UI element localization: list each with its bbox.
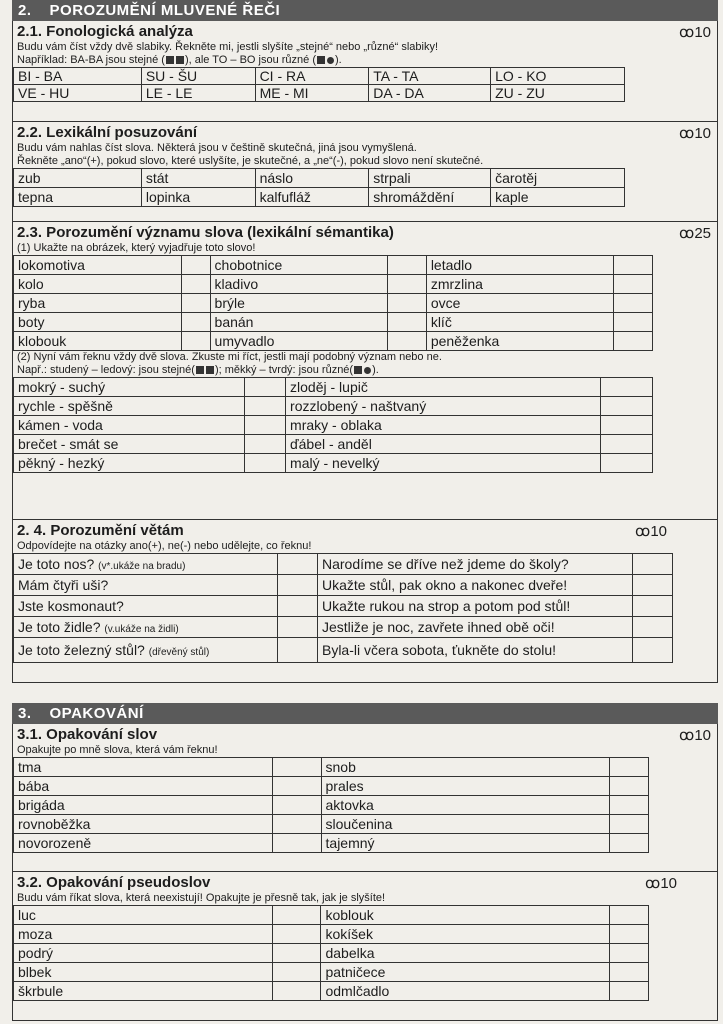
table-row (14, 416, 653, 435)
table-cell: kalfufláž (255, 188, 369, 207)
instruction-example: Např.: studený – ledový: jsou stejné( ); měkký – tvrdý: jsou různé( ). (17, 364, 379, 376)
command: Jestliže je noc, zavřete ihned obě oči! (317, 617, 632, 638)
pseudoword-table (13, 905, 649, 1001)
table-cell: náslo (255, 169, 369, 188)
subsection-2-3 (12, 222, 718, 520)
table-row (14, 169, 625, 188)
table-row (14, 275, 653, 294)
question: Mám čtyři uši? (18, 577, 109, 593)
table-cell: snob (321, 758, 610, 777)
instruction: Odpovídejte na otázky ano(+), ne(-) nebo udělejte, co řeknu! (17, 540, 312, 552)
table-cell: tepna (14, 188, 142, 207)
picture-word-table (13, 255, 653, 351)
table-cell: chobotnice (210, 256, 388, 275)
table-cell: strpali (369, 169, 491, 188)
subsection-title: 3.2. Opakování pseudoslov (17, 874, 211, 891)
sentence-table (13, 553, 673, 663)
section-2-header (12, 0, 718, 21)
table-cell: rozzlobený - naštvaný (286, 397, 601, 416)
instruction: (2) Nyní vám řeknu vždy dvě slova. Zkuste mi říct, jestli mají podobný význam nebo ne. (17, 351, 442, 363)
score-icon: ꝏ (645, 875, 661, 892)
table-cell: SU - ŠU (141, 68, 255, 85)
note: (dřevěný stůl) (148, 647, 210, 658)
table-cell: zmrzlina (426, 275, 614, 294)
square-icon (206, 366, 214, 374)
subsection-title: 2.2. Lexikální posuzování (17, 124, 198, 141)
table-row (14, 68, 625, 85)
table-cell: VE - HU (14, 85, 142, 102)
note: (v.ukáže na židli) (104, 624, 179, 635)
section-3-header (12, 703, 718, 724)
table-cell: tajemný (321, 834, 610, 853)
table-cell: shromáždění (369, 188, 491, 207)
table-cell: tma (14, 758, 273, 777)
table-cell: rychle - spěšně (14, 397, 245, 416)
command: Ukažte stůl, pak okno a nakonec dveře! (317, 575, 632, 596)
table-cell: klobouk (14, 332, 182, 351)
command: Narodíme se dříve než jdeme do školy? (317, 554, 632, 575)
table-row (14, 378, 653, 397)
subsection-2-1 (12, 21, 718, 122)
table-cell: LO - KO (491, 68, 625, 85)
table-cell: brigáda (14, 796, 273, 815)
table-row (14, 397, 653, 416)
table-cell: novorozeně (14, 834, 273, 853)
table-row (14, 85, 625, 102)
table-cell: zloděj - lupič (286, 378, 601, 397)
table-row (14, 332, 653, 351)
table-cell: CI - RA (255, 68, 369, 85)
table-row (14, 796, 649, 815)
table-cell: patničece (321, 963, 610, 982)
table-cell: luc (14, 906, 273, 925)
table-cell: čarotěj (491, 169, 625, 188)
instruction: Opakujte po mně slova, která vám řeknu! (17, 744, 218, 756)
table-row (14, 575, 673, 596)
table-row (14, 925, 649, 944)
table-row (14, 906, 649, 925)
circle-icon (327, 57, 334, 64)
square-icon (166, 56, 174, 64)
test-form (12, 0, 718, 1021)
instruction: Budu vám číst vždy dvě slabiky. Řekněte mi, jestli slyšíte „stejné“ nebo „různé“ slabiky! (17, 41, 439, 53)
square-icon (354, 366, 362, 374)
score: ꝏ10 (679, 24, 711, 41)
table-cell: brečet - smát se (14, 435, 245, 454)
table-row (14, 294, 653, 313)
table-cell: malý - nevelký (286, 454, 601, 473)
square-icon (317, 56, 325, 64)
subsection-title: 2. 4. Porozumění větám (17, 522, 184, 539)
table-row (14, 454, 653, 473)
table-cell: banán (210, 313, 388, 332)
question: Je toto železný stůl? (18, 642, 145, 658)
table-cell: bába (14, 777, 273, 796)
table-cell: stát (141, 169, 255, 188)
square-icon (176, 56, 184, 64)
subsection-3-2 (12, 872, 718, 1021)
table-row (14, 256, 653, 275)
score-icon: ꝏ (679, 24, 695, 41)
score-icon: ꝏ (679, 727, 695, 744)
table-cell: sloučenina (321, 815, 610, 834)
section-title: OPAKOVÁNÍ (49, 705, 144, 722)
score: ꝏ10 (679, 727, 711, 744)
score: ꝏ10 (679, 125, 711, 142)
table-cell: moza (14, 925, 273, 944)
command: Byla-li včera sobota, ťukněte do stolu! (317, 638, 632, 663)
question: Je toto židle? (18, 619, 101, 635)
table-cell: dabelka (321, 944, 610, 963)
table-row (14, 963, 649, 982)
table-row (14, 435, 653, 454)
table-cell: lokomotiva (14, 256, 182, 275)
table-cell: ďábel - anděl (286, 435, 601, 454)
table-row (14, 815, 649, 834)
table-cell: prales (321, 777, 610, 796)
square-icon (196, 366, 204, 374)
table-cell: blbek (14, 963, 273, 982)
syllable-table (13, 67, 625, 102)
table-cell: umyvadlo (210, 332, 388, 351)
subsection-title: 2.1. Fonologická analýza (17, 23, 193, 40)
table-cell: koblouk (321, 906, 610, 925)
subsection-2-4 (12, 520, 718, 683)
table-cell: aktovka (321, 796, 610, 815)
table-cell: boty (14, 313, 182, 332)
table-cell: škrbule (14, 982, 273, 1001)
table-cell: lopinka (141, 188, 255, 207)
table-row (14, 982, 649, 1001)
table-cell: kaple (491, 188, 625, 207)
word-repeat-table (13, 757, 649, 853)
table-row (14, 313, 653, 332)
score-icon: ꝏ (635, 523, 651, 540)
table-cell: kolo (14, 275, 182, 294)
table-cell: mokrý - suchý (14, 378, 245, 397)
section-number: 2. (18, 2, 32, 19)
command: Ukažte rukou na strop a potom pod stůl! (317, 596, 632, 617)
table-cell: letadlo (426, 256, 614, 275)
note: (v*.ukáže na bradu) (98, 561, 186, 572)
table-row (14, 596, 673, 617)
word-table (13, 168, 625, 207)
table-row (14, 944, 649, 963)
question: Jste kosmonaut? (18, 598, 124, 614)
table-row (14, 554, 673, 575)
word-pair-table (13, 377, 653, 473)
table-cell: pěkný - hezký (14, 454, 245, 473)
table-cell: podrý (14, 944, 273, 963)
subsection-title: 2.3. Porozumění významu slova (lexikální sémantika) (17, 224, 394, 241)
table-cell: peněženka (426, 332, 614, 351)
question: Je toto nos? (18, 556, 95, 572)
table-cell: ovce (426, 294, 614, 313)
score: ꝏ10 (635, 523, 667, 540)
table-cell: kladivo (210, 275, 388, 294)
score-icon: ꝏ (679, 125, 695, 142)
subsection-3-1 (12, 724, 718, 872)
section-title: POROZUMĚNÍ MLUVENÉ ŘEČI (49, 2, 281, 19)
instruction: Budu vám nahlas číst slova. Některá jsou v češtině skutečná, jiná jsou vymyšlená. (17, 142, 417, 154)
table-row (14, 188, 625, 207)
table-cell: kámen - voda (14, 416, 245, 435)
table-cell: BI - BA (14, 68, 142, 85)
score: ꝏ25 (679, 225, 711, 242)
subsection-2-2 (12, 122, 718, 222)
table-cell: ZU - ZU (491, 85, 625, 102)
table-cell: ryba (14, 294, 182, 313)
subsection-title: 3.1. Opakování slov (17, 726, 158, 743)
table-row (14, 617, 673, 638)
table-cell: mraky - oblaka (286, 416, 601, 435)
table-row (14, 834, 649, 853)
table-cell: kokíšek (321, 925, 610, 944)
table-cell: klíč (426, 313, 614, 332)
score-icon: ꝏ (679, 225, 695, 242)
circle-icon (364, 367, 371, 374)
table-cell: DA - DA (369, 85, 491, 102)
table-cell: LE - LE (141, 85, 255, 102)
table-cell: zub (14, 169, 142, 188)
instruction: Řekněte „ano“(+), pokud slovo, které uslyšíte, je skutečné, a „ne“(-), pokud slovo není skutečné. (17, 155, 484, 167)
instruction-example: Například: BA-BA jsou stejné ( ), ale TO – BO jsou různé ( ). (17, 54, 342, 66)
score: ꝏ10 (645, 875, 677, 892)
table-row (14, 777, 649, 796)
table-cell: ME - MI (255, 85, 369, 102)
table-row (14, 758, 649, 777)
instruction: (1) Ukažte na obrázek, který vyjadřuje toto slovo! (17, 242, 256, 254)
table-cell: TA - TA (369, 68, 491, 85)
table-cell: brýle (210, 294, 388, 313)
table-cell: rovnoběžka (14, 815, 273, 834)
table-row (14, 638, 673, 663)
table-cell: odmlčadlo (321, 982, 610, 1001)
instruction: Budu vám říkat slova, která neexistují! Opakujte je přesně tak, jak je slyšíte! (17, 892, 386, 904)
section-number: 3. (18, 705, 32, 722)
